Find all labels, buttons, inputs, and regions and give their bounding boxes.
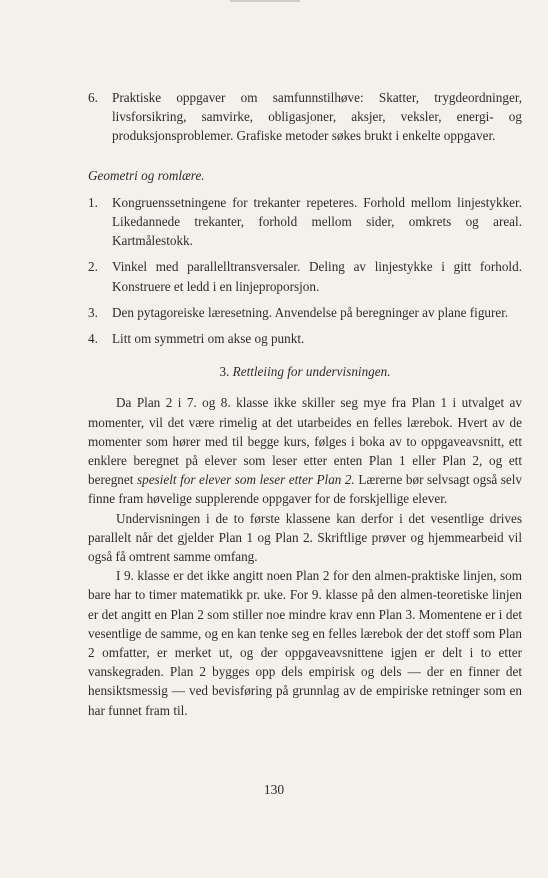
page-number: 130 xyxy=(263,782,285,797)
list-text: Den pytagoreiske læresetning. Anvendelse på beregninger av plane figurer. xyxy=(112,304,509,320)
paragraph-2: Undervisningen i de to første klassene kan derfor i det vesentlige drives parallelt når det gjelder Plan 1 og Plan 2. Skriftlige prøver og hjemmearbeid vil også få omtrent samme omfang. xyxy=(88,510,522,565)
paragraph-1 xyxy=(88,393,522,508)
geometry-item-3 xyxy=(88,303,522,322)
list-number: 4. xyxy=(88,331,98,347)
list-item-6 xyxy=(88,88,522,146)
scan-edge-mark xyxy=(230,0,300,2)
list-number: 1. xyxy=(88,194,98,210)
paragraph-italic: spesielt for elever som leser etter Plan 2. xyxy=(136,472,355,488)
geometry-item-1 xyxy=(88,193,522,251)
list-number: 6. xyxy=(88,90,98,105)
section-heading-guidance xyxy=(88,362,522,381)
section-number: 3. xyxy=(219,364,230,380)
section-heading-geometry: Geometri og romlære. xyxy=(88,167,205,183)
list-text: Praktiske oppgaver om samfunnstilhøve: Skatter, trygdeordninger, livsforsikring, samvirke, obligasjoner, aksjer, veksler, energi- og produksjonsproblemer. Grafiske metoder søkes brukt i enkelte oppgaver. xyxy=(112,90,522,144)
list-text: Kongruenssetningene for trekanter repeteres. Forhold mellom linjestykker. Likedannede trekanter, forhold mellom sider, omkrets og areal. Kartmålestokk. xyxy=(112,194,522,249)
paragraph-3: I 9. klasse er det ikke angitt noen Plan 2 for den almen-praktiske linjen, som bare har to timer matematikk pr. uke. For 9. klasse på den almen-teoretiske linjen er det angitt en Plan 2 som stiller noe mindre krav enn Plan 3. Momentene er i det vesentlige de samme, og en kan tenke seg en felles lærebok der det stoff som Plan 2 omfatter, er merket ut, og der oppgaveavsnittene igjen er delt i to etter vanskegraden. Plan 2 bygges opp dels empirisk og dels — der en finner det hensiktsmessig — ved bevisføring på grunnlag av de empiriske retninger som en har funnet fram til. xyxy=(88,568,522,718)
section-title: Rettleiing for undervisningen. xyxy=(232,364,391,380)
list-text: Vinkel med parallelltransversaler. Deling av linjestykke i gitt forhold. Konstruere et ledd i en linjeproporsjon. xyxy=(112,259,522,294)
list-number: 2. xyxy=(88,259,98,275)
list-number: 3. xyxy=(88,304,98,320)
paragraph-text: Da Plan 2 i 7. og 8. klasse ikke skiller seg mye fra Plan 1 i utvalget av momenter, vil det være rimelig at det utarbeides en felles lærebok. Hvert av de momenter som hører med til begge kurs, følges i boka av to oppgaveavsnitt, ett enklere beregnet på elever som leser etter enten Plan 1 eller Plan 2, og ett beregnet xyxy=(88,395,522,488)
geometry-item-2 xyxy=(88,257,522,295)
paragraph-text: Lærerne bør selvsagt også selv finne fram høvelige supplerende oppgaver for de forskjellige elever. xyxy=(88,472,523,507)
geometry-item-4 xyxy=(88,329,522,348)
page-content xyxy=(88,88,522,720)
list-text: Litt om symmetri om akse og punkt. xyxy=(112,331,305,347)
